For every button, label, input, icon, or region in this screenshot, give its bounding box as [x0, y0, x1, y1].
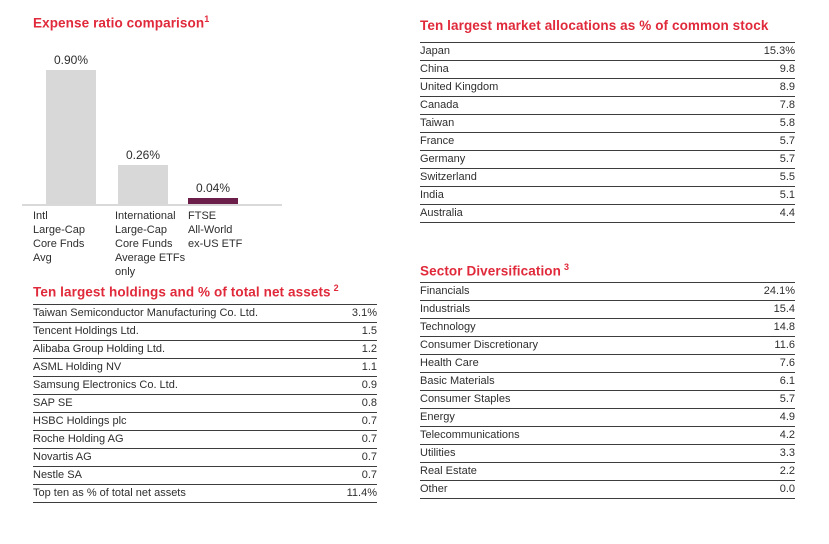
row-label: Financials: [420, 285, 470, 297]
bar-category-label-line: International: [115, 210, 176, 222]
row-label: China: [420, 63, 449, 75]
table-row: [420, 115, 795, 133]
row-label: Telecommunications: [420, 429, 520, 441]
holdings-table: [33, 304, 377, 503]
market-allocations-table: [420, 42, 795, 223]
table-row: [420, 319, 795, 337]
row-value: 2.2: [779, 465, 795, 477]
table-row: [33, 467, 377, 485]
table-row: [33, 413, 377, 431]
bar-category-label-line: Large-Cap: [115, 224, 167, 236]
row-label: Utilities: [420, 447, 456, 459]
row-label: Taiwan: [420, 117, 455, 129]
row-value: 0.8: [361, 397, 377, 409]
holdings-title: [33, 283, 339, 300]
row-label: Tencent Holdings Ltd.: [33, 325, 139, 337]
row-value: 24.1%: [763, 285, 795, 297]
row-value: 5.8: [779, 117, 795, 129]
bar-category-label-line: ex-US ETF: [188, 238, 243, 250]
table-row: [33, 305, 377, 323]
table-row: [420, 355, 795, 373]
chart-title-text: Expense ratio comparison: [33, 15, 205, 31]
row-label: HSBC Holdings plc: [33, 415, 127, 427]
table-row: [420, 283, 795, 301]
bar-category-label: [115, 209, 185, 279]
row-value: 0.7: [361, 451, 377, 463]
row-label: Industrials: [420, 303, 471, 315]
table-row: [420, 133, 795, 151]
row-value: 1.1: [361, 361, 377, 373]
table-row: [420, 409, 795, 427]
row-value: 5.7: [779, 393, 795, 405]
bar-value-label: 0.04%: [195, 181, 231, 195]
row-value: 0.7: [361, 415, 377, 427]
row-label: Real Estate: [420, 465, 477, 477]
market-allocations-title: [420, 18, 768, 33]
bar-category-label: [33, 209, 85, 265]
bar-category-label-line: FTSE: [188, 210, 217, 222]
row-value: 6.1: [779, 375, 795, 387]
table-row: [33, 377, 377, 395]
row-label: Samsung Electronics Co. Ltd.: [33, 379, 178, 391]
row-label: Technology: [420, 321, 476, 333]
row-label: Energy: [420, 411, 455, 423]
bar-category-label-line: Core Fnds: [33, 238, 85, 250]
row-label: ASML Holding NV: [33, 361, 122, 373]
table-row: [33, 323, 377, 341]
bar-value-label: 0.26%: [125, 148, 161, 162]
row-value: 0.9: [361, 379, 377, 391]
table-row: [420, 79, 795, 97]
table-row: [420, 391, 795, 409]
bar-category-label-line: Intl: [33, 210, 48, 222]
sector-diversification-table: [420, 282, 795, 499]
row-label: Japan: [420, 45, 450, 57]
row-value: 11.6: [774, 339, 795, 351]
row-label: Health Care: [420, 357, 479, 369]
sector-title-footnote-marker: 3: [564, 262, 570, 272]
row-value: 1.5: [361, 325, 377, 337]
row-label: Australia: [420, 207, 463, 219]
row-value: 14.8: [773, 321, 795, 333]
row-value: 0.0: [779, 483, 795, 495]
row-value: 5.7: [779, 153, 795, 165]
market-allocations-title-text: Ten largest market allocations as % of common stock: [420, 18, 769, 33]
table-row: [420, 427, 795, 445]
table-row: [33, 449, 377, 467]
table-row: [420, 373, 795, 391]
row-value: 9.8: [779, 63, 795, 75]
row-value: 0.7: [361, 469, 377, 481]
row-value: 3.3: [779, 447, 795, 459]
table-row: [420, 481, 795, 499]
sector-diversification-title: [420, 262, 569, 279]
table-row: [33, 359, 377, 377]
row-value: 1.2: [361, 343, 377, 355]
row-label: Taiwan Semiconductor Manufacturing Co. Ltd.: [33, 307, 259, 319]
table-row: [33, 341, 377, 359]
bar-value-label: 0.90%: [53, 53, 89, 67]
row-label: Nestle SA: [33, 469, 82, 481]
table-row: [420, 61, 795, 79]
bar-group: [188, 181, 238, 204]
row-label: Top ten as % of total net assets: [33, 487, 186, 499]
bar-group: [46, 53, 96, 204]
row-value: 3.1%: [351, 307, 377, 319]
table-row: [420, 445, 795, 463]
row-label: Consumer Discretionary: [420, 339, 538, 351]
sector-diversification-title-text: Sector Diversification: [420, 263, 561, 279]
bar-category-label-line: Average ETFs: [115, 252, 186, 264]
table-row: [420, 301, 795, 319]
table-row: [420, 97, 795, 115]
bar-category-label-line: All-World: [188, 224, 233, 236]
table-row: [420, 43, 795, 61]
row-label: United Kingdom: [420, 81, 499, 93]
row-value: 0.7: [361, 433, 377, 445]
bar-group: [118, 148, 168, 204]
row-value: 4.2: [779, 429, 795, 441]
chart-baseline: [22, 204, 282, 206]
row-value: 5.5: [779, 171, 795, 183]
row-label: Novartis AG: [33, 451, 92, 463]
bar-category-label-line: Avg: [33, 252, 52, 264]
row-label: SAP SE: [33, 397, 73, 409]
table-row: [420, 151, 795, 169]
row-value: 5.1: [779, 189, 795, 201]
bar: [118, 165, 168, 204]
row-value: 15.4: [773, 303, 795, 315]
bar-category-label-line: only: [115, 266, 136, 278]
row-label: Basic Materials: [420, 375, 495, 387]
holdings-title-text: Ten largest holdings and % of total net assets: [33, 284, 331, 300]
bar-category-label-line: Core Funds: [115, 238, 173, 250]
table-row: [420, 337, 795, 355]
row-value: 15.3%: [763, 45, 795, 57]
row-label: Other: [420, 483, 448, 495]
bar-category-label: [188, 209, 242, 251]
table-row: [420, 187, 795, 205]
row-label: France: [420, 135, 455, 147]
table-row: [420, 205, 795, 223]
row-value: 11.4%: [346, 487, 377, 499]
row-value: 7.8: [779, 99, 795, 111]
row-value: 4.4: [779, 207, 795, 219]
table-row: [420, 463, 795, 481]
row-value: 7.6: [779, 357, 795, 369]
bar: [46, 70, 96, 204]
row-value: 4.9: [779, 411, 795, 423]
holdings-title-footnote-marker: 2: [333, 283, 339, 293]
row-label: Canada: [420, 99, 459, 111]
row-label: Alibaba Group Holding Ltd.: [33, 343, 166, 355]
table-row: [420, 169, 795, 187]
chart-title-footnote-marker: 1: [204, 14, 210, 24]
table-row: [33, 485, 377, 503]
row-label: Roche Holding AG: [33, 433, 124, 445]
expense-ratio-chart-title: [33, 14, 209, 31]
row-value: 8.9: [779, 81, 795, 93]
row-label: Germany: [420, 153, 466, 165]
row-label: Switzerland: [420, 171, 477, 183]
row-label: India: [420, 189, 444, 201]
row-value: 5.7: [779, 135, 795, 147]
table-row: [33, 431, 377, 449]
row-label: Consumer Staples: [420, 393, 511, 405]
bar-category-label-line: Large-Cap: [33, 224, 85, 236]
expense-ratio-chart-plot-area: [33, 50, 283, 204]
table-row: [33, 395, 377, 413]
